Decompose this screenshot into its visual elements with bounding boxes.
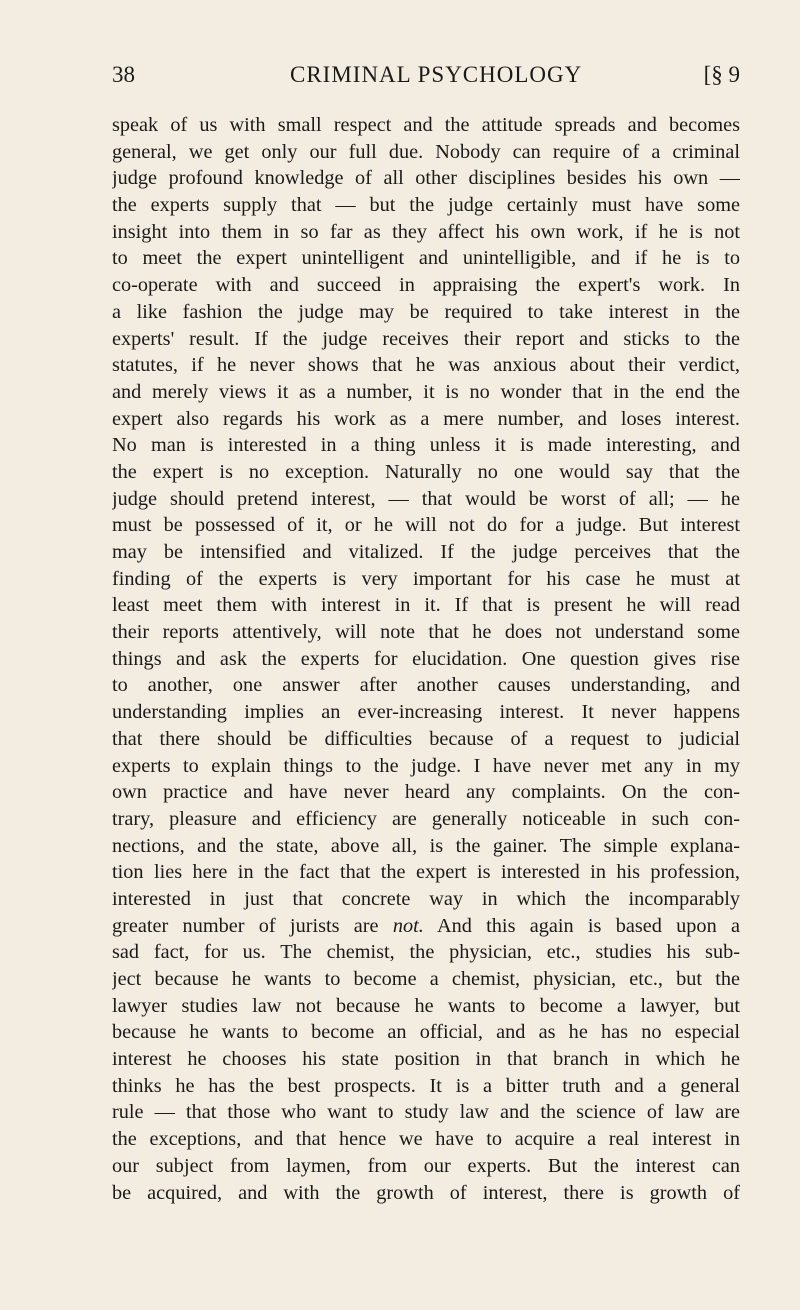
- text-line: expert also regards his work as a mere number, and loses interest.: [112, 407, 740, 430]
- text-line: own practice and have never heard any complaints. On the con-: [112, 781, 740, 804]
- running-head: [112, 62, 740, 96]
- running-title: CRIMINAL PSYCHOLOGY: [290, 62, 583, 87]
- text-line: No man is interested in a thing unless it is made interesting, and: [112, 434, 740, 457]
- text-line: to meet the expert unintelligent and unintelligible, and if he is to: [112, 247, 740, 270]
- text-line: finding of the experts is very important for his case he must at: [112, 567, 740, 590]
- text-line: tion lies here in the fact that the expert is interested in his profession,: [112, 861, 740, 884]
- text-line: speak of us with small respect and the attitude spreads and becomes: [112, 114, 740, 136]
- text-line: co-operate with and succeed in appraising the expert's work. In: [112, 274, 740, 297]
- body-text: [112, 112, 740, 1206]
- section-marker: [§ 9: [703, 62, 740, 87]
- text-line: insight into them in so far as they affect his own work, if he is not: [112, 220, 740, 243]
- text-line: trary, pleasure and efficiency are generally noticeable in such con-: [112, 807, 740, 830]
- text-line: our subject from laymen, from our experts. But the interest can: [112, 1154, 740, 1177]
- page-number: 38: [112, 62, 135, 87]
- text-line: be acquired, and with the growth of interest, there is growth of: [112, 1181, 740, 1204]
- text-line: a like fashion the judge may be required to take interest in the: [112, 300, 740, 323]
- text-line: the exceptions, and that hence we have to acquire a real interest in: [112, 1128, 740, 1151]
- text-line: general, we get only our full due. Nobody can require of a criminal: [112, 140, 740, 163]
- text-line: nections, and the state, above all, is the gainer. The simple explana-: [112, 834, 740, 857]
- text-line: the experts supply that — but the judge certainly must have some: [112, 194, 740, 217]
- text-line: interest he chooses his state position in that branch in which he: [112, 1048, 740, 1071]
- text-line: greater number of jurists are not. And this again is based upon a: [112, 914, 740, 937]
- text-line: least meet them with interest in it. If that is present he will read: [112, 594, 740, 617]
- text-line: to another, one answer after another causes understanding, and: [112, 674, 740, 697]
- text-line: their reports attentively, will note that he does not understand some: [112, 621, 740, 644]
- text-line: thinks he has the best prospects. It is a bitter truth and a general: [112, 1074, 740, 1097]
- text-line: may be intensified and vitalized. If the judge perceives that the: [112, 541, 740, 563]
- text-line: rule — that those who want to study law and the science of law are: [112, 1101, 740, 1124]
- text-line: understanding implies an ever-increasing interest. It never happens: [112, 701, 740, 724]
- text-line: must be possessed of it, or he will not do for a judge. But interest: [112, 514, 740, 537]
- text-line: and merely views it as a number, it is no wonder that in the end the: [112, 380, 740, 403]
- text-line: ject because he wants to become a chemist, physician, etc., but the: [112, 968, 740, 990]
- text-line: judge should pretend interest, — that would be worst of all; — he: [112, 487, 740, 510]
- text-line: judge profound knowledge of all other disciplines besides his own —: [112, 167, 740, 190]
- text-line: lawyer studies law not because he wants to become a lawyer, but: [112, 994, 740, 1017]
- text-line: interested in just that concrete way in which the incomparably: [112, 887, 740, 910]
- text-line: because he wants to become an official, and as he has no especial: [112, 1021, 740, 1044]
- text-line: experts to explain things to the judge. I have never met any in my: [112, 754, 740, 777]
- text-line: statutes, if he never shows that he was anxious about their verdict,: [112, 354, 740, 377]
- text-line: things and ask the experts for elucidation. One question gives rise: [112, 647, 740, 670]
- text-line: sad fact, for us. The chemist, the physician, etc., studies his sub-: [112, 941, 740, 964]
- text-line: the expert is no exception. Naturally no one would say that the: [112, 460, 740, 483]
- text-line: that there should be difficulties because of a request to judicial: [112, 727, 740, 750]
- text-line: experts' result. If the judge receives their report and sticks to the: [112, 327, 740, 350]
